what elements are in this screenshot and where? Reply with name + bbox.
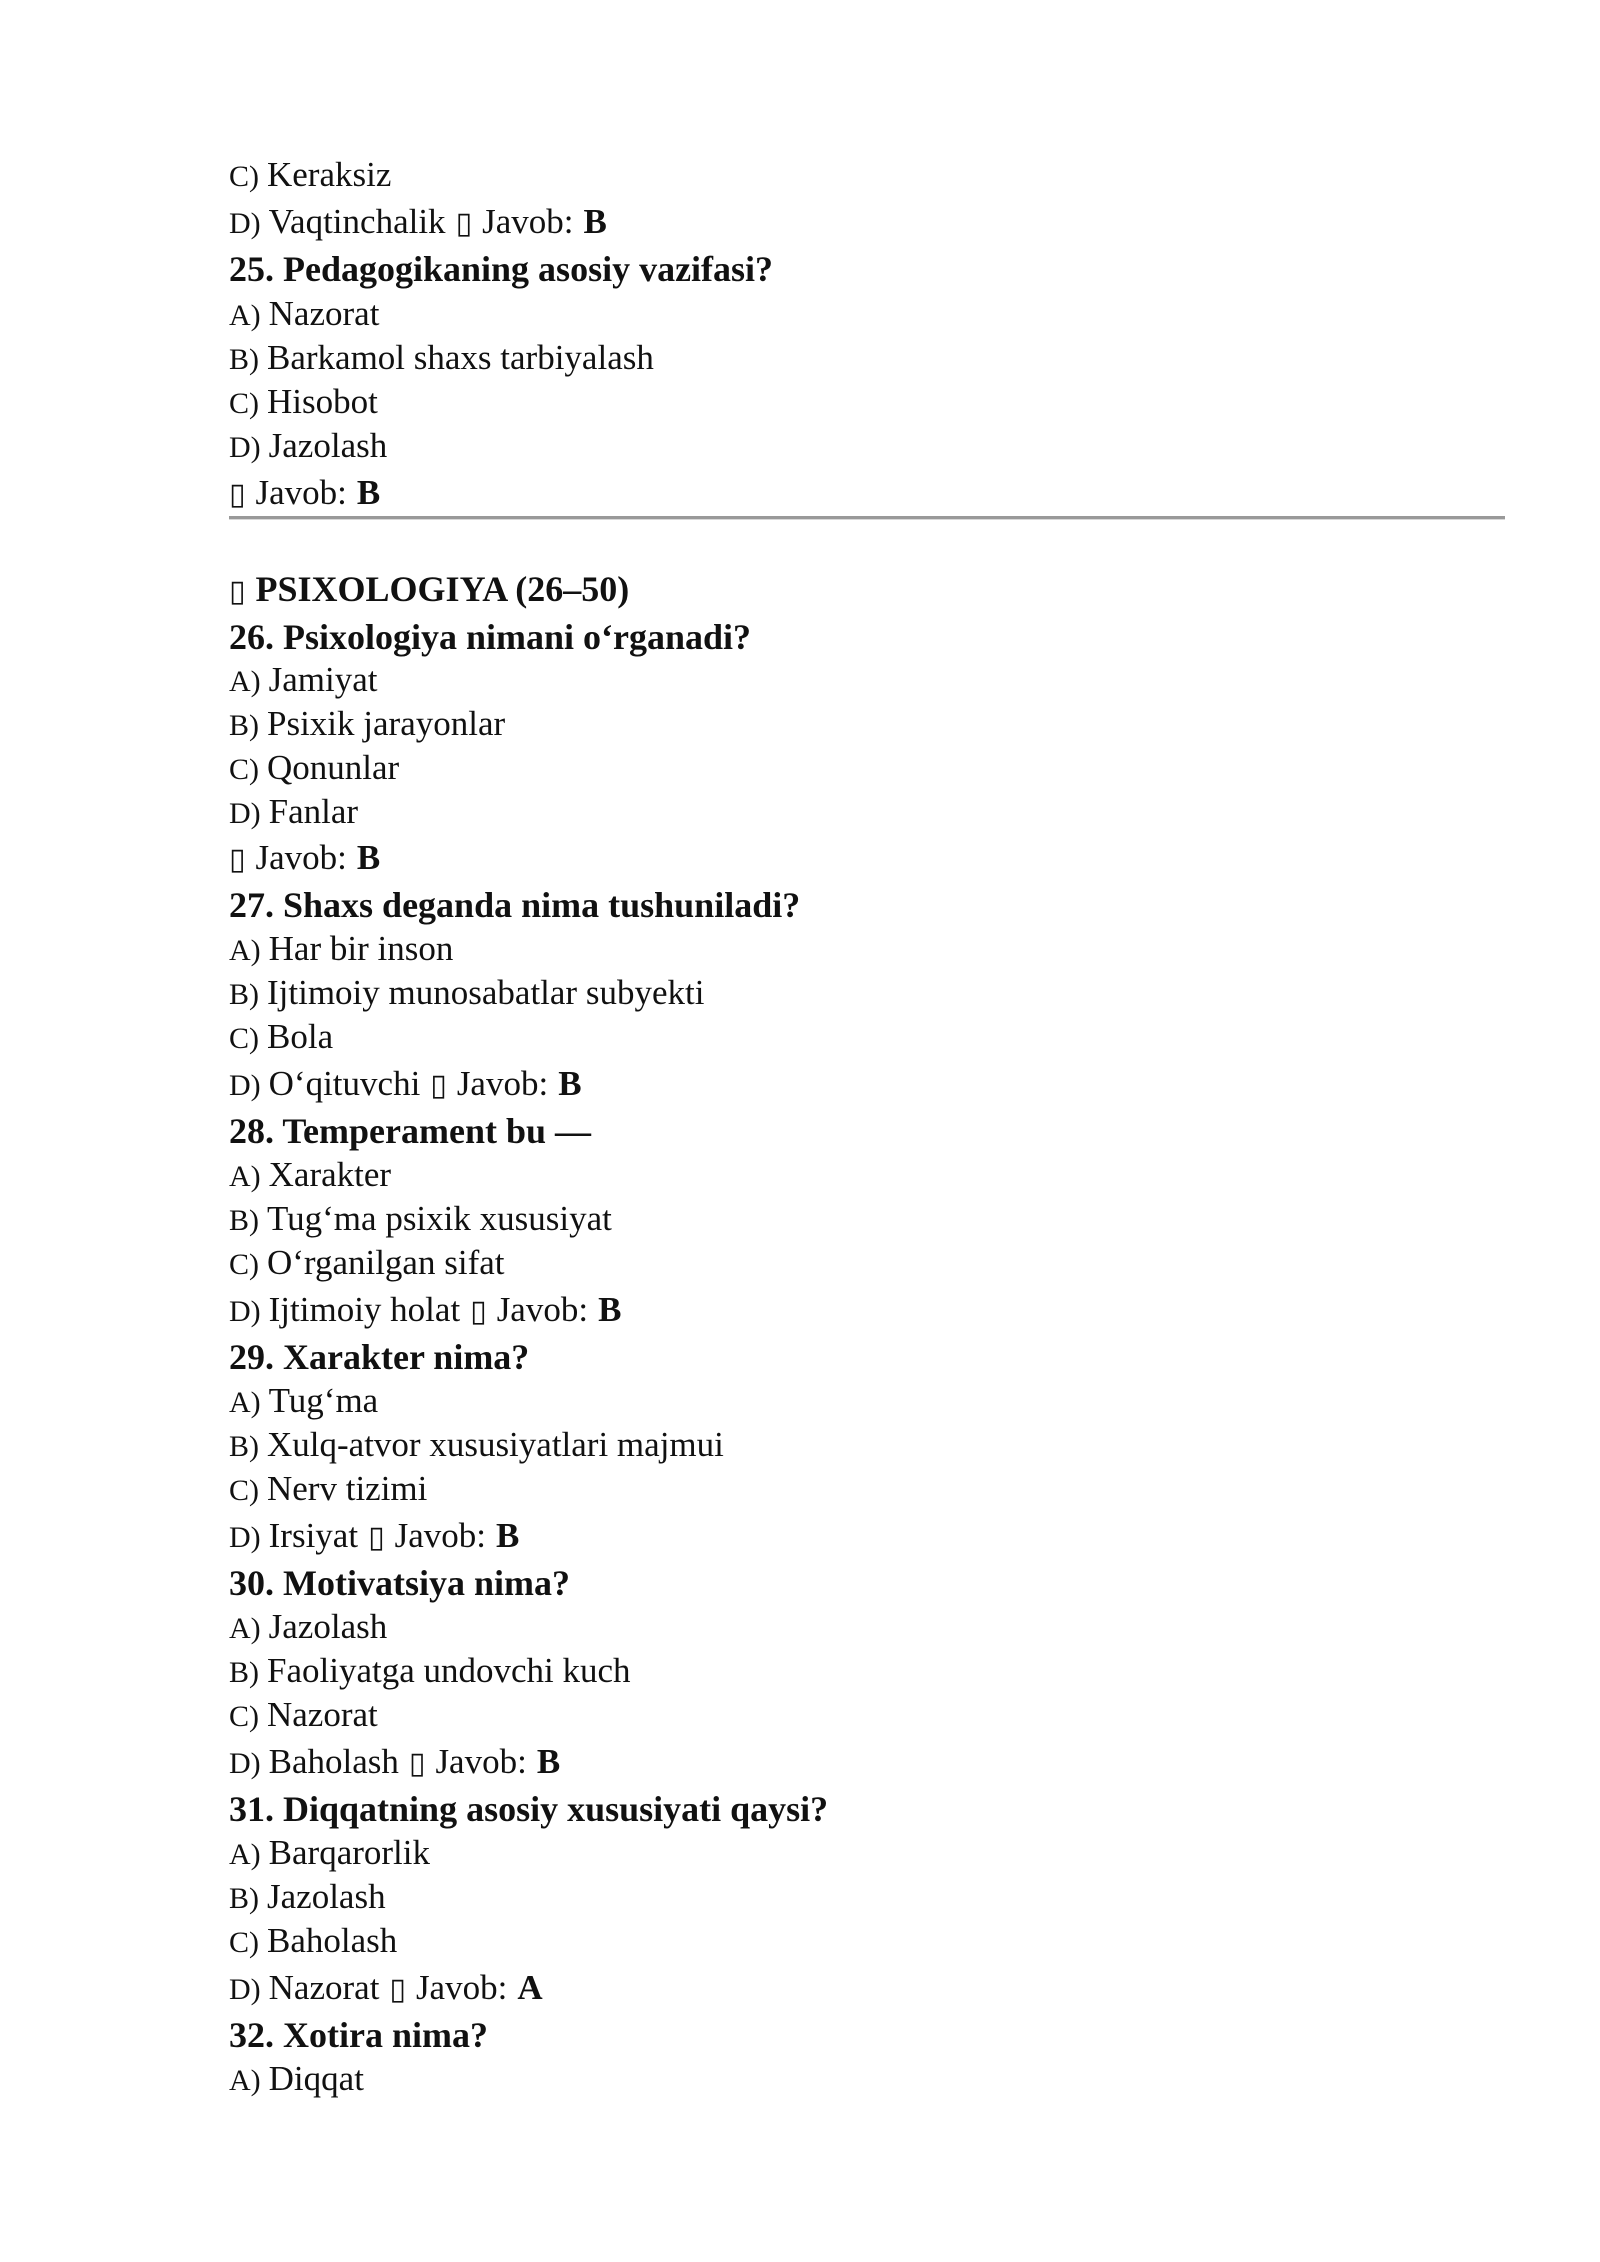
answer-label: Javob: bbox=[456, 1064, 549, 1103]
answer-option bbox=[229, 1518, 519, 1553]
option-text: Hisobot bbox=[267, 382, 378, 421]
option-letter: D) bbox=[229, 1747, 261, 1780]
option-letter: D) bbox=[229, 1295, 261, 1328]
option-letter: A) bbox=[229, 1160, 261, 1193]
placeholder-box-icon: ▯ bbox=[229, 842, 246, 877]
option-letter: B) bbox=[229, 1204, 259, 1237]
option-letter: B) bbox=[229, 1430, 259, 1463]
section-heading bbox=[229, 571, 629, 607]
answer-option bbox=[229, 1697, 378, 1732]
answer-option bbox=[229, 1157, 391, 1192]
answer-option bbox=[229, 1835, 430, 1870]
option-text: O‘qituvchi bbox=[268, 1064, 421, 1103]
option-letter: A) bbox=[229, 299, 261, 332]
answer-option bbox=[229, 340, 654, 375]
option-letter: C) bbox=[229, 160, 259, 193]
option-letter: A) bbox=[229, 934, 261, 967]
answer-value: B bbox=[598, 1290, 622, 1329]
answer-option bbox=[229, 1383, 378, 1418]
answer-label: Javob: bbox=[435, 1742, 527, 1781]
option-text: Diqqat bbox=[268, 2059, 364, 2098]
option-text: Faoliyatga undovchi kuch bbox=[267, 1651, 631, 1690]
option-letter: C) bbox=[229, 753, 259, 786]
answer-option bbox=[229, 794, 358, 829]
answer-value: B bbox=[536, 1742, 561, 1781]
option-letter: A) bbox=[229, 665, 261, 698]
option-letter: D) bbox=[229, 207, 261, 240]
placeholder-box-icon: ▯ bbox=[229, 477, 246, 512]
option-letter: B) bbox=[229, 343, 259, 376]
option-letter: D) bbox=[229, 1521, 261, 1554]
option-text: Ijtimoiy holat bbox=[268, 1290, 461, 1329]
option-letter: C) bbox=[229, 1022, 259, 1055]
option-text: Jazolash bbox=[268, 426, 388, 465]
option-text: Qonunlar bbox=[267, 748, 400, 787]
option-letter: D) bbox=[229, 1973, 261, 2006]
section-title: PSIXOLOGIYA (26–50) bbox=[255, 569, 630, 609]
answer-option bbox=[229, 1292, 621, 1327]
answer-option bbox=[229, 1609, 387, 1644]
option-letter: A) bbox=[229, 1612, 261, 1645]
answer-option bbox=[229, 975, 704, 1010]
placeholder-box-icon: ▯ bbox=[408, 1746, 426, 1781]
option-letter: A) bbox=[229, 1386, 261, 1419]
option-letter: C) bbox=[229, 387, 259, 420]
answer-label: Javob: bbox=[415, 1968, 508, 2007]
option-letter: B) bbox=[229, 709, 259, 742]
option-letter: C) bbox=[229, 1926, 259, 1959]
answer-option bbox=[229, 157, 391, 192]
option-text: Tug‘ma bbox=[268, 1381, 379, 1420]
option-text: Jazolash bbox=[268, 1607, 388, 1646]
answer-option bbox=[229, 1653, 631, 1688]
option-letter: A) bbox=[229, 1838, 261, 1871]
answer-label: Javob: bbox=[394, 1516, 486, 1555]
option-text: Barkamol shaxs tarbiyalash bbox=[267, 338, 654, 377]
question-title: 26. Psixologiya nimani o‘rganadi? bbox=[229, 617, 752, 657]
answer-option bbox=[229, 1970, 543, 2005]
option-letter: D) bbox=[229, 1069, 261, 1102]
answer-option bbox=[229, 1245, 504, 1280]
question-title: 25. Pedagogikaning asosiy vazifasi? bbox=[229, 249, 774, 289]
option-text: Jazolash bbox=[267, 1877, 386, 1916]
option-text: Tug‘ma psixik xususiyat bbox=[267, 1199, 612, 1238]
section-divider bbox=[229, 516, 1505, 519]
option-text: Ijtimoiy munosabatlar subyekti bbox=[267, 973, 705, 1012]
answer-value: B bbox=[495, 1516, 520, 1555]
answer-label: Javob: bbox=[482, 202, 574, 241]
option-text: Nazorat bbox=[268, 294, 380, 333]
answer-option bbox=[229, 428, 387, 463]
answer-value: A bbox=[517, 1968, 543, 2007]
answer-label: Javob: bbox=[255, 838, 347, 877]
answer-value: B bbox=[356, 473, 381, 512]
question-title: 30. Motivatsiya nima? bbox=[229, 1563, 570, 1603]
option-text: Nerv tizimi bbox=[267, 1469, 428, 1508]
question-title: 28. Temperament bu — bbox=[229, 1111, 592, 1151]
placeholder-box-icon: ▯ bbox=[368, 1520, 385, 1555]
answer-line bbox=[229, 475, 380, 510]
option-text: Irsiyat bbox=[268, 1516, 359, 1555]
option-text: Barqarorlik bbox=[268, 1833, 430, 1872]
option-letter: B) bbox=[229, 1882, 259, 1915]
placeholder-box-icon: ▯ bbox=[455, 206, 473, 241]
option-letter: B) bbox=[229, 1656, 259, 1689]
option-text: Jamiyat bbox=[268, 660, 378, 699]
answer-line bbox=[229, 840, 380, 875]
answer-label: Javob: bbox=[496, 1290, 589, 1329]
answer-option bbox=[229, 1879, 386, 1914]
answer-option bbox=[229, 662, 378, 697]
option-text: Psixik jarayonlar bbox=[267, 704, 506, 743]
option-text: Xulq-atvor xususiyatlari majmui bbox=[267, 1425, 724, 1464]
question-title: 32. Xotira nima? bbox=[229, 2015, 488, 2055]
placeholder-box-icon: ▯ bbox=[470, 1294, 487, 1329]
question-title: 29. Xarakter nima? bbox=[229, 1337, 530, 1377]
answer-option bbox=[229, 706, 505, 741]
answer-option bbox=[229, 1744, 560, 1779]
option-text: O‘rganilgan sifat bbox=[267, 1243, 505, 1282]
option-text: Bola bbox=[267, 1017, 334, 1056]
answer-option bbox=[229, 1427, 724, 1462]
option-text: Baholash bbox=[268, 1742, 399, 1781]
answer-option bbox=[229, 1019, 333, 1054]
question-title: 31. Diqqatning asosiy xususiyati qaysi? bbox=[229, 1789, 829, 1829]
answer-option bbox=[229, 931, 453, 966]
option-letter: B) bbox=[229, 978, 259, 1011]
option-text: Vaqtinchalik bbox=[268, 202, 446, 241]
option-text: Keraksiz bbox=[267, 155, 392, 194]
option-text: Nazorat bbox=[268, 1968, 380, 2007]
answer-option bbox=[229, 204, 607, 239]
question-title: 27. Shaxs deganda nima tushuniladi? bbox=[229, 885, 801, 925]
answer-option bbox=[229, 384, 378, 419]
option-letter: C) bbox=[229, 1700, 259, 1733]
answer-value: B bbox=[583, 202, 607, 241]
option-letter: C) bbox=[229, 1248, 259, 1281]
answer-option bbox=[229, 2061, 364, 2096]
answer-option bbox=[229, 1471, 427, 1506]
answer-value: B bbox=[356, 838, 381, 877]
option-letter: A) bbox=[229, 2064, 261, 2097]
placeholder-box-icon: ▯ bbox=[389, 1972, 406, 2007]
answer-option bbox=[229, 1923, 397, 1958]
answer-label: Javob: bbox=[255, 473, 347, 512]
option-text: Baholash bbox=[267, 1921, 398, 1960]
answer-option bbox=[229, 1201, 612, 1236]
option-text: Xarakter bbox=[268, 1155, 392, 1194]
answer-value: B bbox=[558, 1064, 582, 1103]
option-text: Nazorat bbox=[267, 1695, 378, 1734]
answer-option bbox=[229, 1066, 582, 1101]
option-text: Fanlar bbox=[268, 792, 359, 831]
answer-option bbox=[229, 296, 379, 331]
placeholder-box-icon: ▯ bbox=[430, 1068, 447, 1103]
option-letter: D) bbox=[229, 431, 261, 464]
placeholder-box-icon: ▯ bbox=[229, 574, 246, 609]
option-letter: D) bbox=[229, 797, 261, 830]
option-text: Har bir inson bbox=[268, 929, 454, 968]
option-letter: C) bbox=[229, 1474, 259, 1507]
answer-option bbox=[229, 750, 399, 785]
